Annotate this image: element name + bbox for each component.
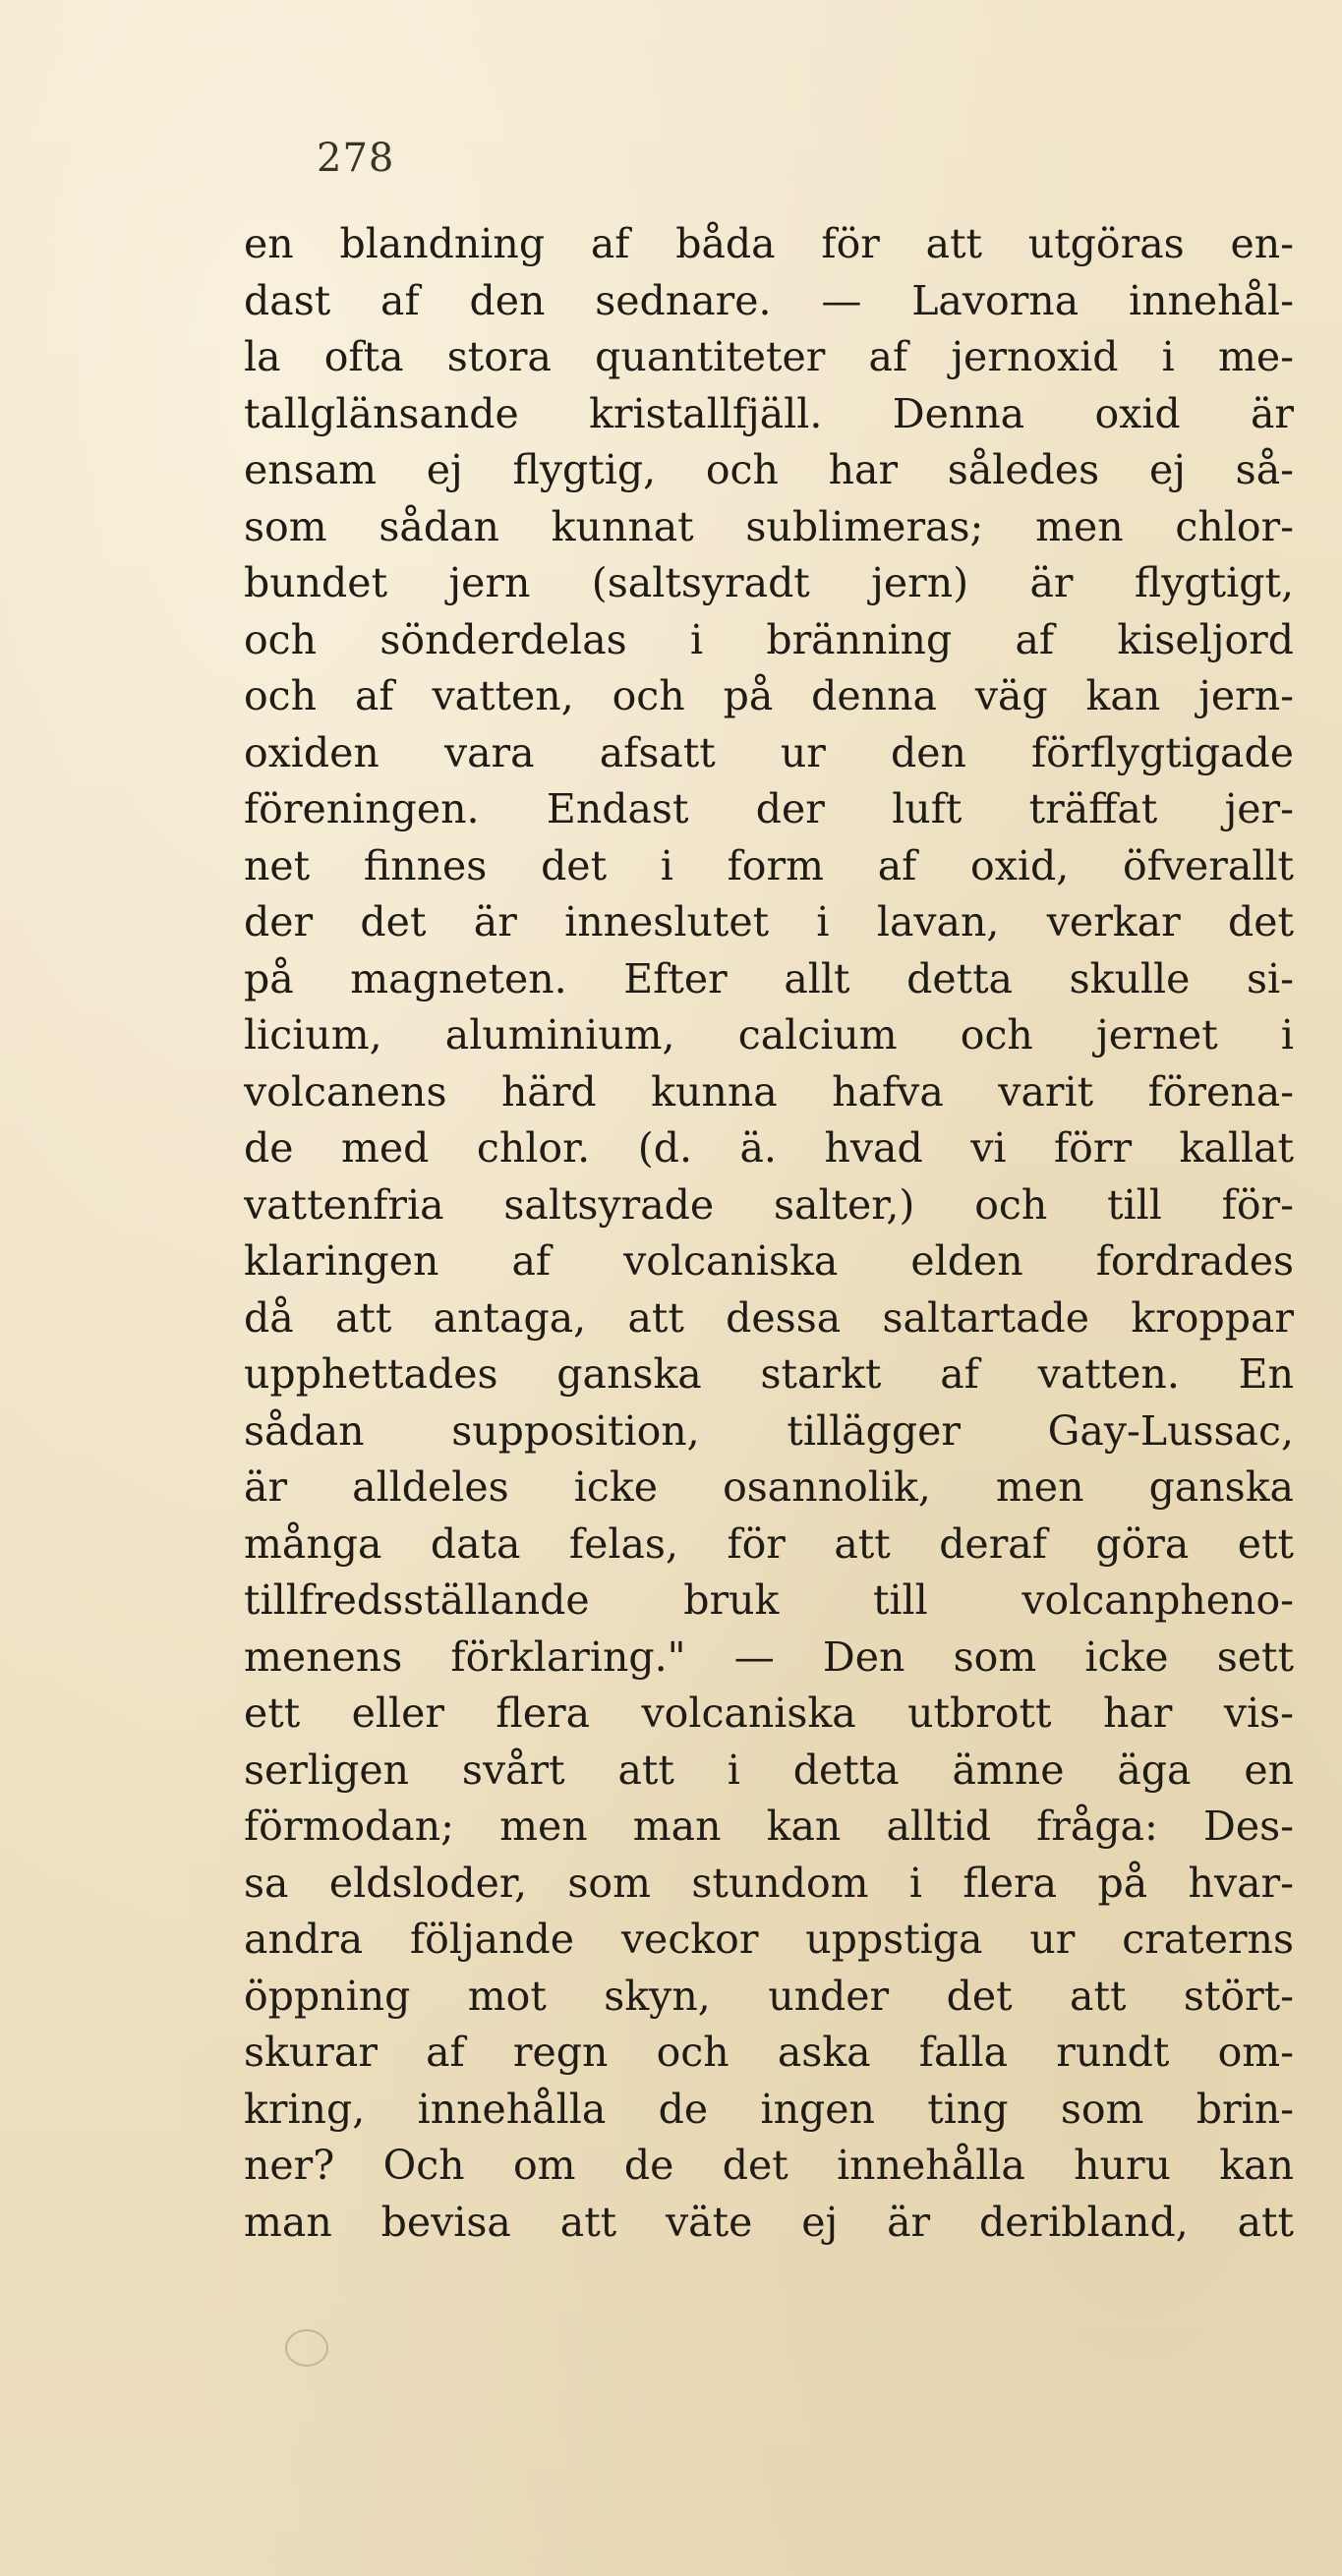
text-line: en blandning af båda för att utgöras en-	[244, 220, 1294, 267]
text-line: ner? Och om de det innehålla huru kan	[244, 2142, 1294, 2189]
text-line: oxiden vara afsatt ur den förflygtigade	[244, 728, 1294, 776]
text-line: man bevisa att väte ej är deribland, att	[244, 2198, 1294, 2246]
text-line: sa eldsloder, som stundom i flera på hvar-	[244, 1859, 1294, 1907]
text-line: serligen svårt att i detta ämne äga en	[244, 1746, 1294, 1794]
text-line: skurar af regn och aska falla rundt om-	[244, 2029, 1294, 2076]
text-line: tallglänsande kristallfjäll. Denna oxid är	[244, 389, 1294, 437]
text-line: klaringen af volcaniska elden fordrades	[244, 1237, 1294, 1285]
text-line: andra följande veckor uppstiga ur craterns	[244, 1916, 1294, 1963]
text-line: dast af den sednare. — Lavorna innehål-	[244, 276, 1294, 324]
text-line: de med chlor. (d. ä. hvad vi förr kallat	[244, 1124, 1294, 1172]
paper-blemish	[285, 2329, 328, 2367]
text-line: volcanens härd kunna hafva varit förena-	[244, 1067, 1294, 1116]
text-line: är alldeles icke osannolik, men ganska	[244, 1463, 1294, 1511]
text-line: net finnes det i form af oxid, öfverallt	[244, 841, 1294, 889]
text-line: kring, innehålla de ingen ting som brin-	[244, 2085, 1294, 2133]
text-line: och sönderdelas i bränning af kiseljord	[244, 615, 1294, 663]
text-line: la ofta stora quantiteter af jernoxid i me-	[244, 333, 1294, 380]
text-line: på magneten. Efter allt detta skulle si-	[244, 954, 1294, 1002]
text-line: sådan supposition, tillägger Gay-Lussac,	[244, 1406, 1294, 1455]
text-line: der det är inneslutet i lavan, verkar det	[244, 898, 1294, 945]
text-line: licium, aluminium, calcium och jernet i	[244, 1011, 1294, 1059]
text-line: bundet jern (saltsyradt jern) är flygtigt,	[244, 559, 1294, 606]
text-line: menens förklaring." — Den som icke sett	[244, 1632, 1294, 1681]
body-text	[244, 216, 1294, 2251]
text-line: vattenfria saltsyrade salter,) och till för-	[244, 1180, 1294, 1229]
text-line: upphettades ganska starkt af vatten. En	[244, 1350, 1294, 1398]
text-line: och af vatten, och på denna väg kan jern-	[244, 672, 1294, 719]
text-line: ensam ej flygtig, och har således ej så-	[244, 446, 1294, 493]
text-line: många data felas, för att deraf göra ett	[244, 1519, 1294, 1568]
text-line: ett eller flera volcaniska utbrott har vis-	[244, 1689, 1294, 1737]
text-line: då att antaga, att dessa saltartade kroppar	[244, 1293, 1294, 1342]
text-line: föreningen. Endast der luft träffat jer-	[244, 785, 1294, 832]
text-line: som sådan kunnat sublimeras; men chlor-	[244, 502, 1294, 550]
page-number: 278	[317, 136, 395, 181]
text-line: förmodan; men man kan alltid fråga: Des-	[244, 1803, 1294, 1850]
text-line: öppning mot skyn, under det att stört-	[244, 1972, 1294, 2020]
text-line: tillfredsställande bruk till volcanpheno-	[244, 1576, 1294, 1624]
